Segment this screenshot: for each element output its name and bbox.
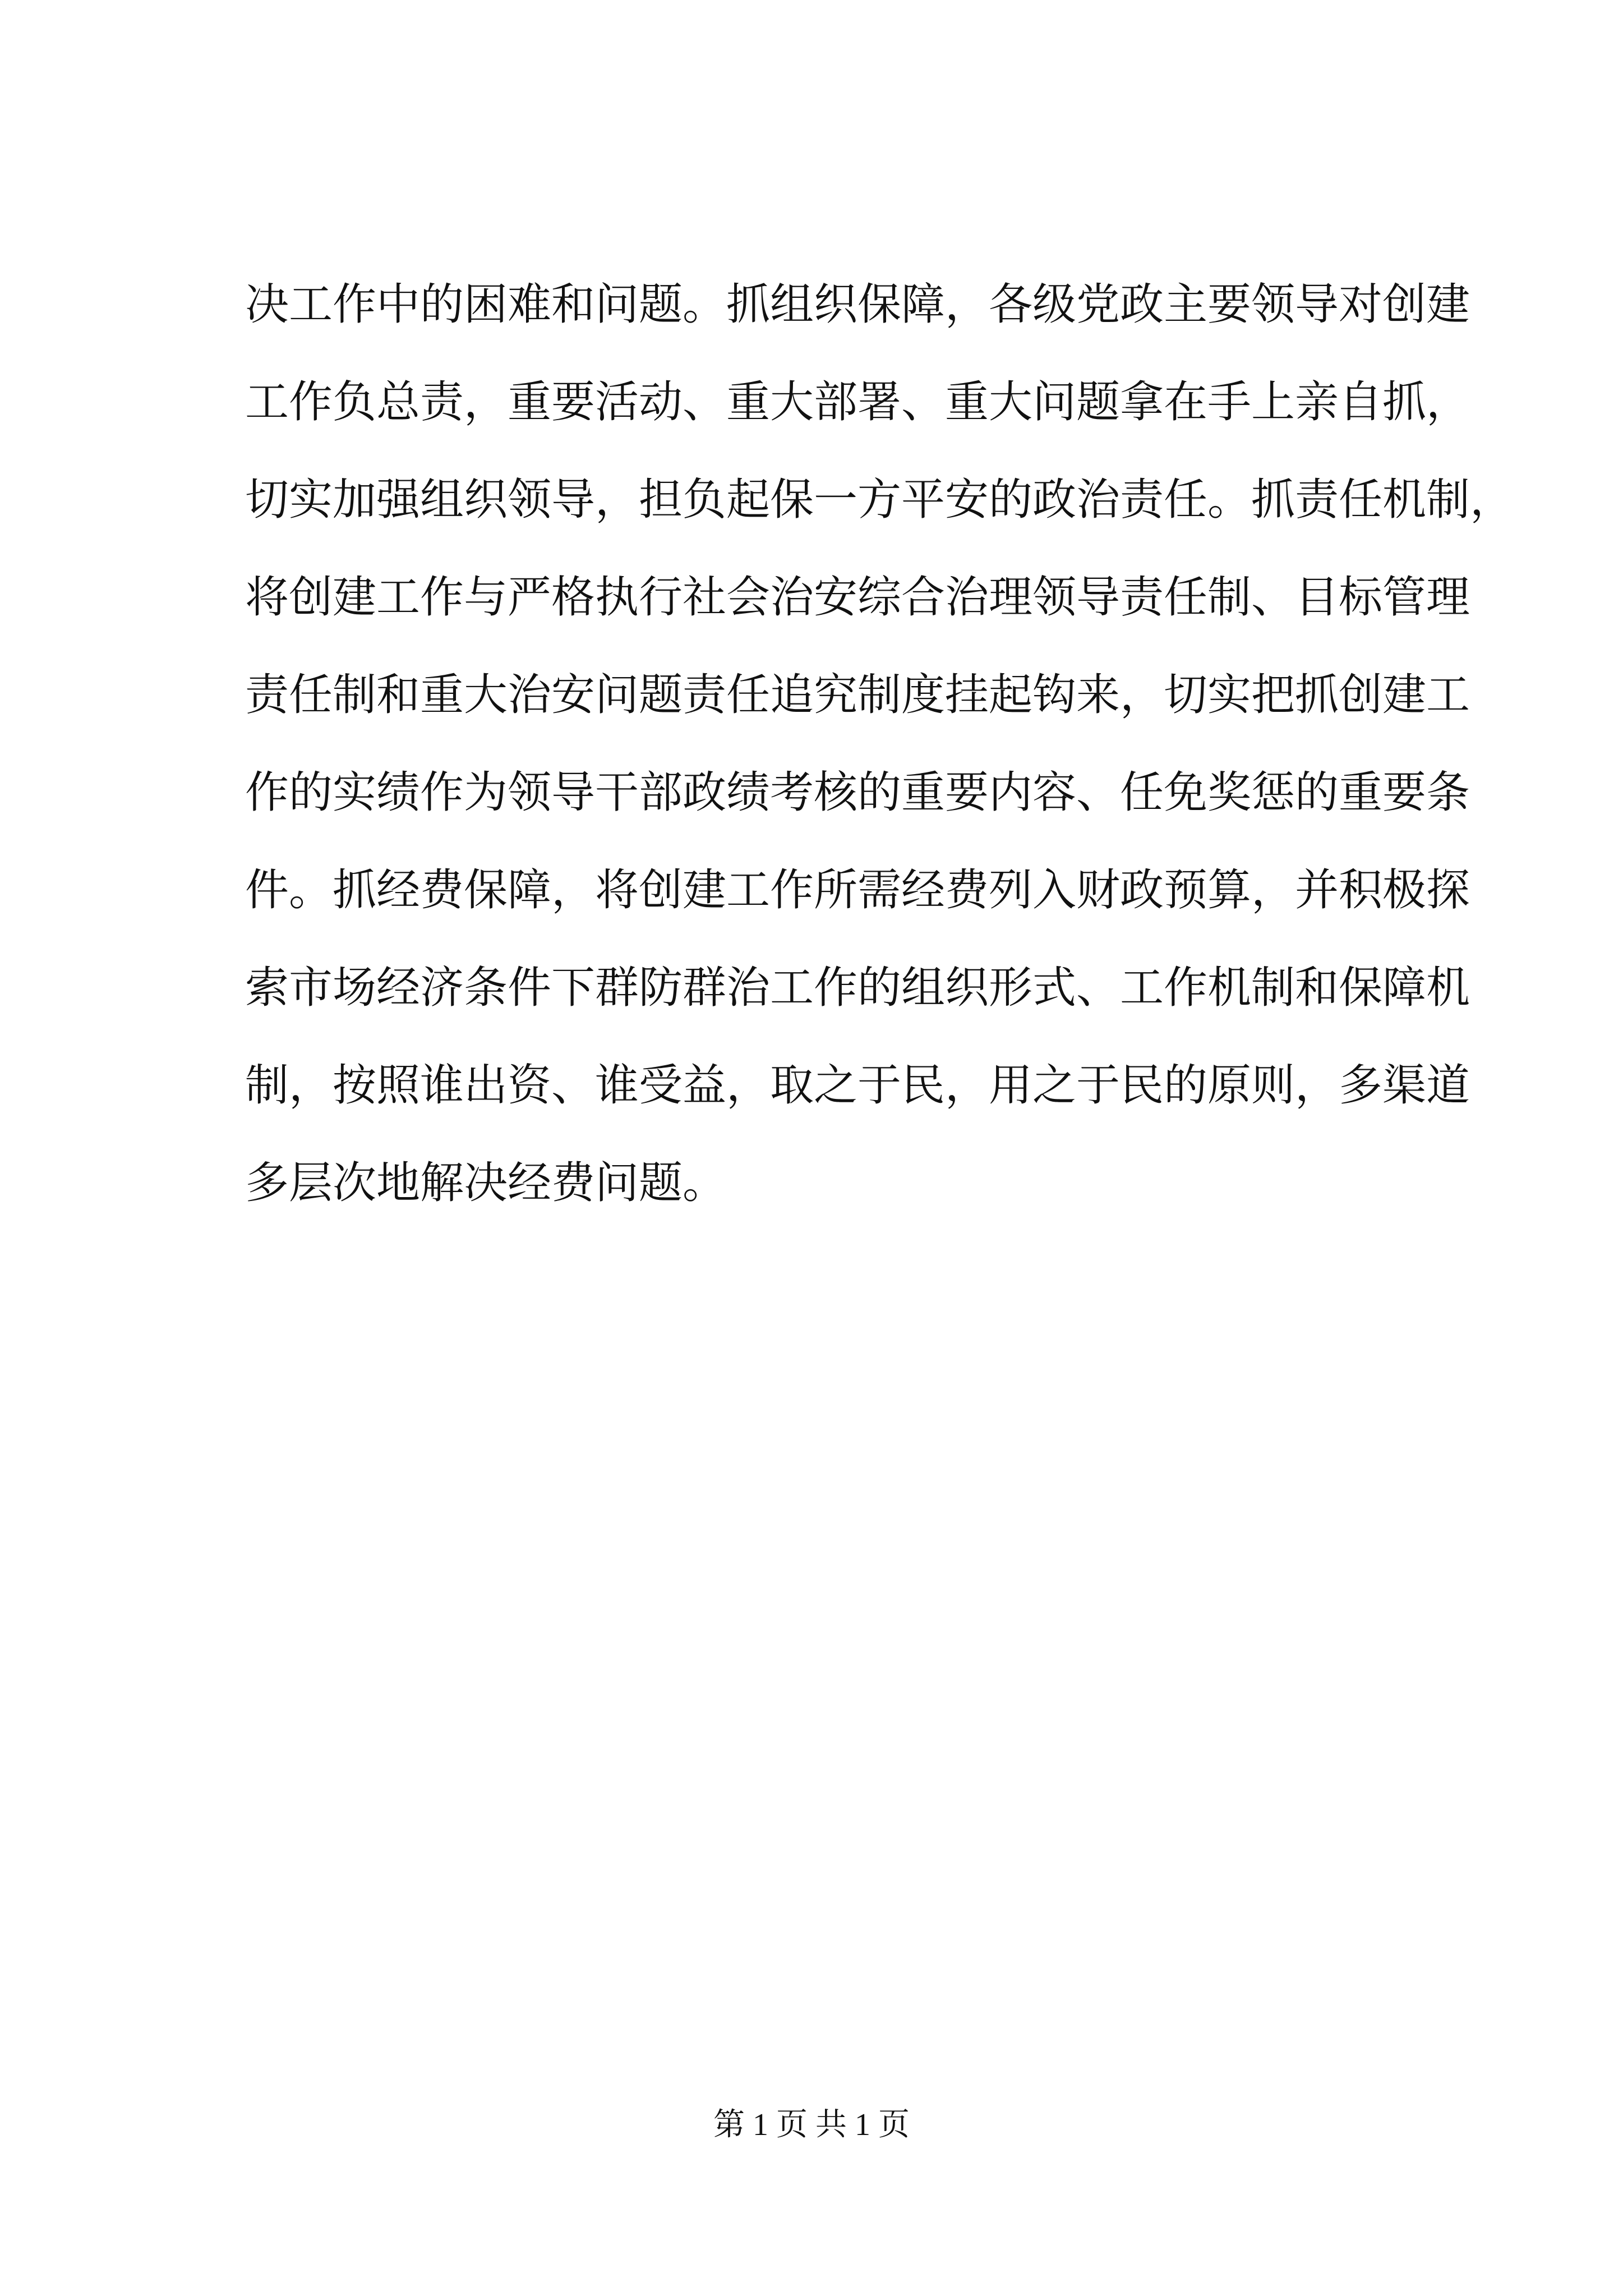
page-number-footer: 第 1 页 共 1 页 <box>713 2108 910 2142</box>
text-line-7: 件。抓经费保障，将创建工作所需经费列入财政预算，并积极探 <box>245 865 1470 915</box>
body-paragraph <box>245 256 1514 1232</box>
text-line-2: 工作负总责，重要活动、重大部署、重大问题拿在手上亲自抓， <box>245 377 1470 427</box>
text-line-5: 责任制和重大治安问题责任追究制度挂起钩来，切实把抓创建工 <box>245 670 1470 720</box>
text-line-6: 作的实绩作为领导干部政绩考核的重要内容、任免奖惩的重要条 <box>245 767 1470 818</box>
text-line-1: 决工作中的困难和问题。抓组织保障，各级党政主要领导对创建 <box>245 279 1470 330</box>
text-line-9: 制，按照谁出资、谁受益，取之于民，用之于民的原则，多渠道 <box>245 1060 1470 1111</box>
text-line-10: 多层次地解决经费问题。 <box>245 1158 727 1208</box>
text-line-8: 索市场经济条件下群防群治工作的组织形式、工作机制和保障机 <box>245 963 1470 1013</box>
text-line-3: 切实加强组织领导，担负起保一方平安的政治责任。抓责任机制， <box>245 475 1514 525</box>
text-line-4: 将创建工作与严格执行社会治安综合治理领导责任制、目标管理 <box>245 572 1470 623</box>
